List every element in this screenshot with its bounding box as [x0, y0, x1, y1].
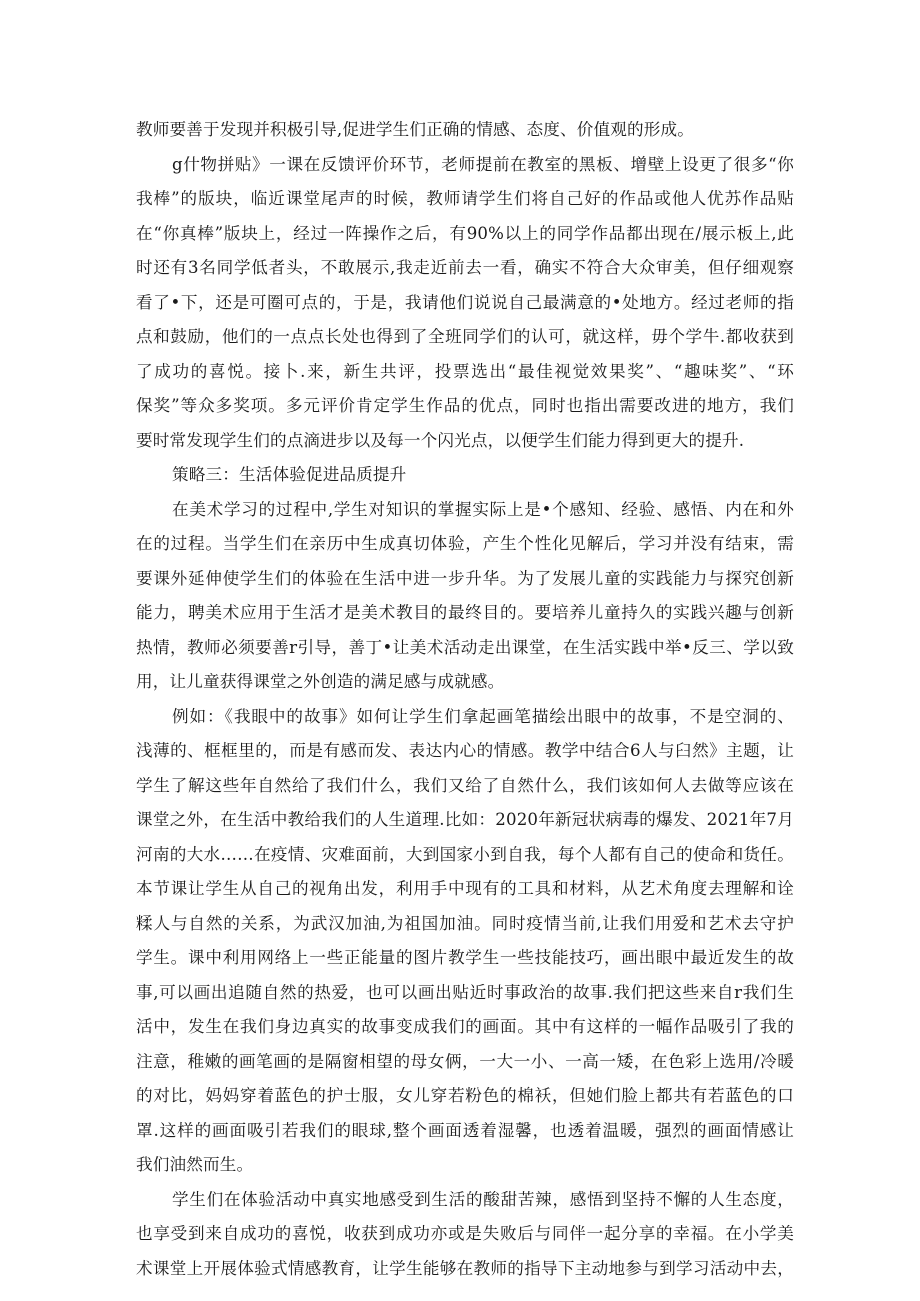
paragraph-4 [136, 700, 794, 1183]
text-line: 用，让儿童获得课堂之外创造的满足感与成就感。 [136, 672, 505, 691]
text-line: 河南的大水……在疫情、灾难面前，大到国家小到自我，每个人都有自己的使命和货任。 [136, 844, 794, 864]
text-line: 我棒”的版块，临近课堂尾声的时候，教师请学生们将自己好的作品或他人优苏作品贴 [136, 189, 794, 208]
text-line: 能力，聘美术应用于生活才是美术教目的最终目的。要培养儿童持久的实践兴趣与创新 [136, 603, 794, 622]
text-line: 教师要善于发现并积极引导,促进学生们正确的情感、态度、价值观的形成。 [136, 120, 694, 139]
text-line: 本节课让学生从自己的视角出发，利用手中现有的工具和材料，从艺术角度去理解和诠 [136, 879, 794, 898]
section-heading [136, 458, 794, 493]
text-line: 的对比，妈妈穿着蓝色的护士服，女儿穿若粉色的棉袄，但她们脸上都共有若蓝色的口 [136, 1086, 794, 1105]
document-body [136, 113, 794, 1286]
text-line: 罩.这样的画面吸引若我们的眼球,整个画面透着湿馨，也透着温暖，强烈的画面情感让 [136, 1120, 794, 1140]
text-line: 在“你真棒”版块上，经过一阵操作之后，有90%以上的同学作品都出现在/展示板上,此 [136, 223, 794, 243]
text-line: 要时常发现学生们的点滴进步以及每一个闪光点，以便学生们能力得到更大的提升. [136, 430, 745, 450]
text-line: 我们油然而生。 [136, 1155, 254, 1174]
text-line: g什物拼贴》一课在反馈评价环节，老师提前在教室的黑板、增壁上设更了很多“你 [172, 154, 794, 174]
text-line: 看了•下，还是可圈可点的，于是，我请他们说说自己最满意的•处地方。经过老师的指 [136, 292, 794, 312]
text-line: 学生。课中利用网络上一些正能量的图片教学生一些技能技巧，画出眼中最近发生的故 [136, 948, 794, 967]
text-line: 时还有3名同学低者头，不敢展示,我走近前去一看，确实不符合大众审美，但仔细观察 [136, 258, 794, 277]
text-line: 术课堂上开展体验式情感教育，让学生能够在教师的指导下主动地参与到学习活动中去， [136, 1258, 794, 1278]
heading-line: 策略三：生活体验促进品质提升 [172, 465, 407, 484]
text-line: 要课外延伸使学生们的体验在生活中进一步升华。为了发展儿童的实践能力与探究创新 [136, 568, 794, 588]
text-line: 糅人与自然的关系，为武汉加油,为祖国加油。同时疫情当前,让我们用爱和艺术去守护 [136, 913, 794, 933]
text-line: 保奖”等众多奖项。多元评价肯定学生作品的优点，同时也指出需要改进的地方，我们 [136, 396, 794, 415]
text-line: 浅薄的、框框里的，而是有感而发、表达内心的情感。教学中结合6人与臼然》主题，让 [136, 741, 794, 760]
text-line: 热情，教师必须要善r引导，善丁•让美术活动走出课堂，在生活实践中举•反三、学以致 [136, 637, 794, 657]
text-line: 注意，稚嫩的画笔画的是隔窗相望的母女俩，一大一小、一高一矮，在色彩上选用/冷暖 [136, 1051, 794, 1071]
text-line: 事,可以画出追随自然的热爱，也可以画出贴近时事政治的故事.我们把这些来自r我们生 [136, 982, 794, 1002]
text-line: 例如：《我眼中的故事》如何让学生们拿起画笔描绘出眼中的故事，不是空洞的、 [172, 706, 794, 726]
text-line: 学生了解这些年自然给了我们什么，我们又给了自然什么，我们该如何人去做等应该在 [136, 775, 794, 795]
paragraph-2 [136, 148, 794, 459]
paragraph-3 [136, 493, 794, 700]
text-line: 学生们在体验活动中真实地感受到生活的酸甜苦辣，感悟到坚持不懈的人生态度， [172, 1189, 794, 1209]
text-line: 课堂之外，在生活中教给我们的人生道理.比如：2020年新冠状病毒的爆发、2021年7月 [136, 810, 794, 829]
text-line: 了成功的喜悦。接卜.来，新生共评，投票选出“最佳视觉效果奖”、“趣味奖”、“环 [136, 361, 794, 381]
text-line: 也享受到来自成功的喜悦，收获到成功亦或是失败后与同伴一起分享的幸福。在小学美 [136, 1224, 794, 1243]
text-line: 在的过程。当学生们在亲历中生成真切体验，产生个性化见解后，学习并没有结束，需 [136, 534, 794, 553]
text-line: 点和鼓励，他们的一点点长处也得到了全班同学们的认可，就这样，毋个学牛.都收获到 [136, 327, 794, 346]
paragraph-1 [136, 113, 794, 148]
paragraph-5 [136, 1183, 794, 1287]
text-line: 在美术学习的过程中,学生对知识的掌握实际上是•个感知、经验、感悟、内在和外 [172, 499, 794, 519]
text-line: 活中，发生在我们身边真实的故事变成我们的画面。其中有这样的一幅作品吸引了我的 [136, 1017, 794, 1036]
